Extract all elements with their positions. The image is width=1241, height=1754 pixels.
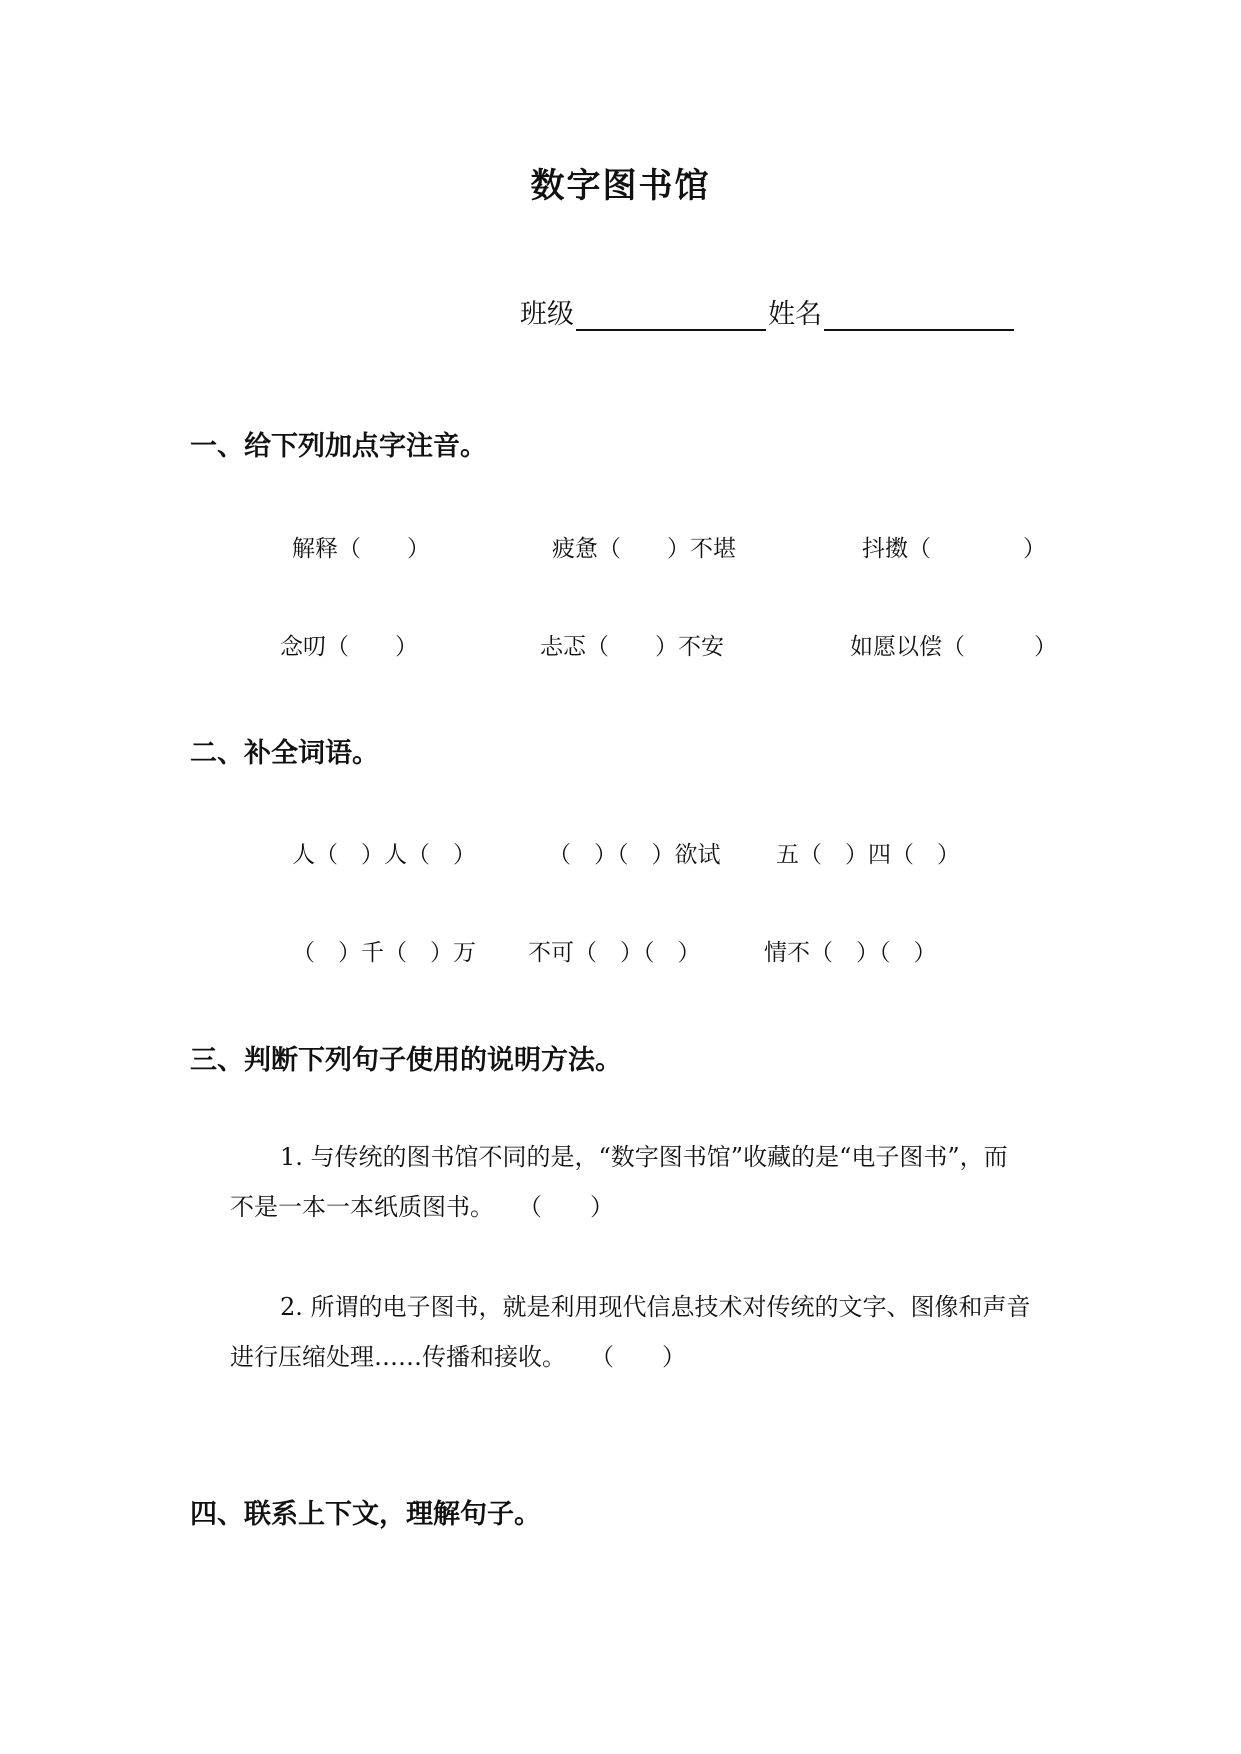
name-label: 姓名 [768, 299, 822, 330]
question-1-line-1: 1. 与传统的图书馆不同的是，“数字图书馆”收藏的是“电子图书”，而 [280, 1143, 1008, 1171]
word-item: 不可（ ）（ ） [528, 940, 701, 966]
word-item: （ ）千（ ）万 [292, 940, 476, 966]
question-1-line-2: 不是一本一本纸质图书。 （ ） [230, 1193, 614, 1221]
pinyin-item: 如愿以偿（ ） [850, 634, 1057, 660]
question-2-line-2: 进行压缩处理……传播和接收。 （ ） [230, 1343, 686, 1371]
section-1-heading: 一、给下列加点字注音。 [190, 431, 487, 462]
pinyin-item: 解释（ ） [292, 536, 430, 562]
student-info-row [520, 292, 1016, 331]
word-item: 人（ ）人（ ） [292, 842, 476, 868]
pinyin-item: 疲惫（ ）不堪 [552, 536, 736, 562]
pinyin-item: 念叨（ ） [280, 634, 418, 660]
word-item: 情不（ ）（ ） [764, 940, 937, 966]
word-item: 五（ ）四（ ） [776, 842, 960, 868]
section-4-heading: 四、联系上下文，理解句子。 [190, 1499, 541, 1530]
page-title: 数字图书馆 [530, 166, 711, 206]
section-2-heading: 二、补全词语。 [190, 738, 379, 769]
class-blank-line [576, 299, 766, 331]
question-2-line-1: 2. 所谓的电子图书，就是利用现代信息技术对传统的文字、图像和声音 [280, 1293, 1031, 1321]
pinyin-item: 忐忑（ ）不安 [540, 634, 724, 660]
name-blank-line [824, 299, 1014, 331]
word-item: （ ）（ ）欲试 [548, 842, 721, 868]
class-label: 班级 [520, 299, 574, 330]
section-3-heading: 三、判断下列句子使用的说明方法。 [190, 1045, 622, 1076]
pinyin-item: 抖擞（ ） [862, 536, 1046, 562]
